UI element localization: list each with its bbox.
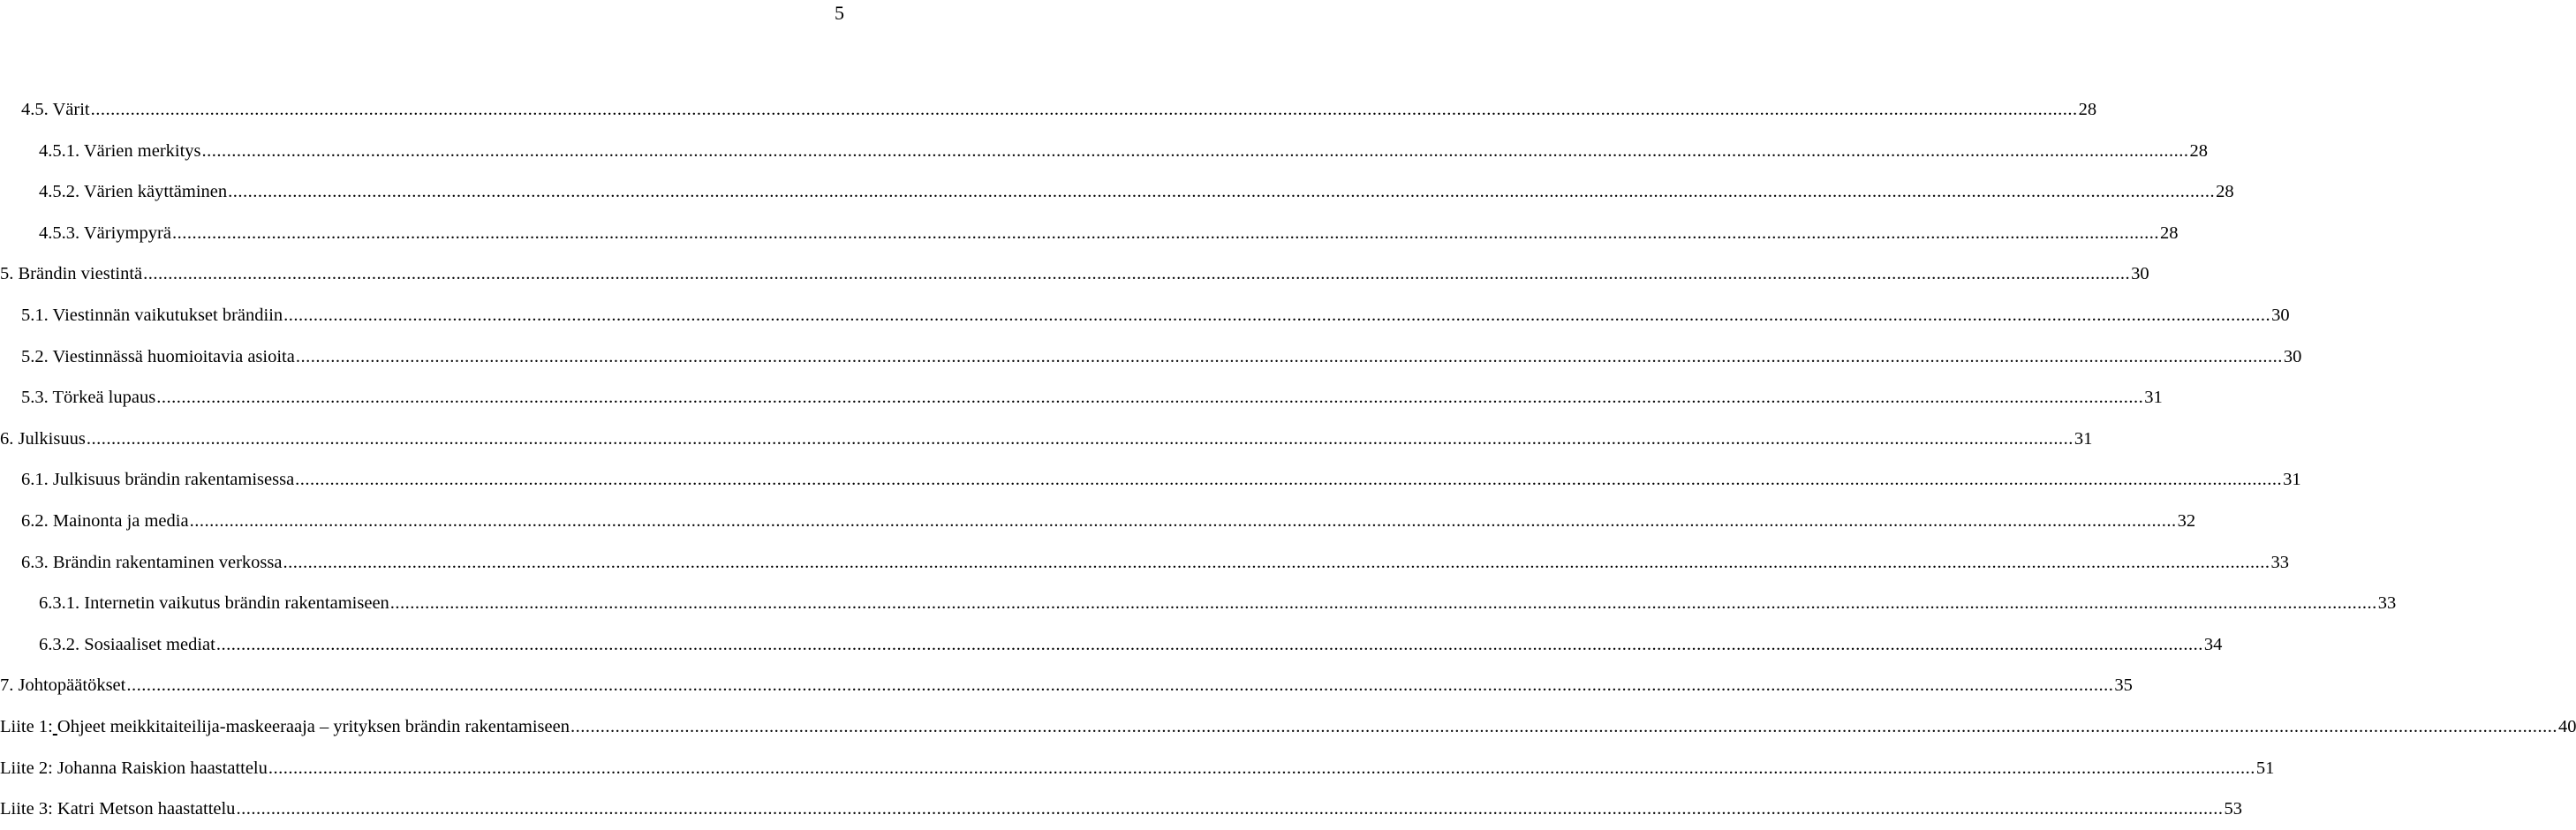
toc-entry-page: 28 <box>2159 213 2179 254</box>
toc-entry[interactable] <box>0 501 2196 542</box>
toc-entry[interactable] <box>0 788 2242 830</box>
toc-entry[interactable] <box>0 583 2397 624</box>
toc-entry[interactable] <box>0 213 2179 254</box>
toc-entry-page: 53 <box>2223 788 2242 830</box>
dot-leader: ................................................................................................................................................................................................................................................................................................................................................................................................................ <box>570 716 2557 736</box>
dot-leader: ................................................................................................................................................................................................................................................................................................................................................................................................................ <box>389 593 2377 614</box>
toc-entry-title: 6.2. Mainonta ja media <box>21 501 190 542</box>
toc-entry-title: 6.3.2. Sosiaaliset mediat <box>39 624 216 666</box>
toc-entry[interactable] <box>0 171 2234 213</box>
toc-entry-title: 4.5.1. Värien merkitys <box>39 131 202 172</box>
dot-leader: ................................................................................................................................................................................................................................................................................................................................................................................................................ <box>90 100 2078 119</box>
toc-entry-page: 30 <box>2130 253 2149 295</box>
dot-leader: ................................................................................................................................................................................................................................................................................................................................................................................................................ <box>171 223 2159 243</box>
toc-entry-title: Liite 2: Johanna Raiskion haastattelu <box>0 748 268 789</box>
toc-entry-title: Liite 3: Katri Metson haastattelu <box>0 788 236 830</box>
toc-entry[interactable] <box>0 748 2275 789</box>
toc-entry-title: 6. Julkisuus <box>0 419 87 460</box>
dot-leader: ................................................................................................................................................................................................................................................................................................................................................................................................................ <box>143 264 2131 284</box>
toc-entry-title: 4.5.2. Värien käyttäminen <box>39 171 228 213</box>
toc-entry-page: 30 <box>2283 336 2302 378</box>
toc-entry-page: 34 <box>2203 624 2223 666</box>
dot-leader: ................................................................................................................................................................................................................................................................................................................................................................................................................ <box>295 470 2283 490</box>
toc-entry-label: Ohjeet meikkitaiteilija-maskeeraaja – yrityksen brändin rakentamiseen <box>57 716 570 736</box>
toc-entry[interactable] <box>0 459 2301 501</box>
dot-leader: ................................................................................................................................................................................................................................................................................................................................................................................................................ <box>295 346 2283 366</box>
toc-entry-title: 7. Johtopäätökset <box>0 665 126 706</box>
toc-entry-title: 5.3. Törkeä lupaus <box>21 377 156 419</box>
dot-leader: ................................................................................................................................................................................................................................................................................................................................................................................................................ <box>268 758 2255 778</box>
dot-leader: ................................................................................................................................................................................................................................................................................................................................................................................................................ <box>215 634 2203 654</box>
toc-entry-page: 31 <box>2282 459 2301 501</box>
table-of-contents <box>0 89 2576 830</box>
dot-leader: ................................................................................................................................................................................................................................................................................................................................................................................................................ <box>201 140 2189 161</box>
dot-leader: ................................................................................................................................................................................................................................................................................................................................................................................................................ <box>189 510 2177 531</box>
toc-entry-title: 4.5. Värit <box>21 89 91 131</box>
toc-entry-page: 30 <box>2270 295 2290 336</box>
dot-leader: ................................................................................................................................................................................................................................................................................................................................................................................................................ <box>156 388 2144 408</box>
toc-entry-page: 40 <box>2557 706 2576 748</box>
toc-entry-page: 28 <box>2215 171 2234 213</box>
toc-entry-title: 5.2. Viestinnässä huomioitavia asioita <box>21 336 296 378</box>
toc-entry-title <box>0 706 570 748</box>
toc-entry-title: 6.3.1. Internetin vaikutus brändin rakentamiseen <box>39 583 390 624</box>
dot-leader: ................................................................................................................................................................................................................................................................................................................................................................................................................ <box>228 182 2216 202</box>
toc-entry[interactable] <box>0 253 2149 295</box>
toc-entry-page: 33 <box>2377 583 2397 624</box>
toc-entry-page: 31 <box>2074 419 2093 460</box>
dot-leader: ................................................................................................................................................................................................................................................................................................................................................................................................................ <box>283 552 2270 572</box>
toc-entry[interactable] <box>0 336 2302 378</box>
toc-entry-page: 28 <box>2189 131 2209 172</box>
toc-entry[interactable] <box>0 419 2093 460</box>
toc-entry-page: 31 <box>2143 377 2163 419</box>
toc-entry-title: 5. Brändin viestintä <box>0 253 143 295</box>
toc-entry-title: 5.1. Viestinnän vaikutukset brändiin <box>21 295 283 336</box>
page-number: 5 <box>835 2 844 24</box>
dot-leader: ................................................................................................................................................................................................................................................................................................................................................................................................................ <box>126 675 2114 696</box>
toc-entry-title: 6.3. Brändin rakentaminen verkossa <box>21 542 283 584</box>
toc-entry[interactable] <box>0 542 2289 584</box>
toc-entry-title: 6.1. Julkisuus brändin rakentamisessa <box>21 459 295 501</box>
dot-leader: ................................................................................................................................................................................................................................................................................................................................................................................................................ <box>283 305 2271 325</box>
toc-entry-page: 32 <box>2177 501 2196 542</box>
toc-entry-page: 35 <box>2113 665 2133 706</box>
dot-leader: ................................................................................................................................................................................................................................................................................................................................................................................................................ <box>86 428 2074 449</box>
toc-entry[interactable] <box>0 706 2576 748</box>
toc-entry-title: 4.5.3. Väriympyrä <box>39 213 172 254</box>
toc-entry[interactable] <box>0 295 2290 336</box>
toc-entry-page: 51 <box>2255 748 2275 789</box>
dot-leader: ................................................................................................................................................................................................................................................................................................................................................................................................................ <box>236 799 2224 819</box>
toc-entry[interactable] <box>0 665 2133 706</box>
toc-entry[interactable] <box>0 89 2097 131</box>
toc-entry-prefix: Liite 1: <box>0 716 53 736</box>
toc-entry-page: 33 <box>2270 542 2289 584</box>
toc-entry[interactable] <box>0 624 2223 666</box>
toc-entry[interactable] <box>0 377 2163 419</box>
toc-entry-page: 28 <box>2078 89 2097 131</box>
toc-entry[interactable] <box>0 131 2209 172</box>
